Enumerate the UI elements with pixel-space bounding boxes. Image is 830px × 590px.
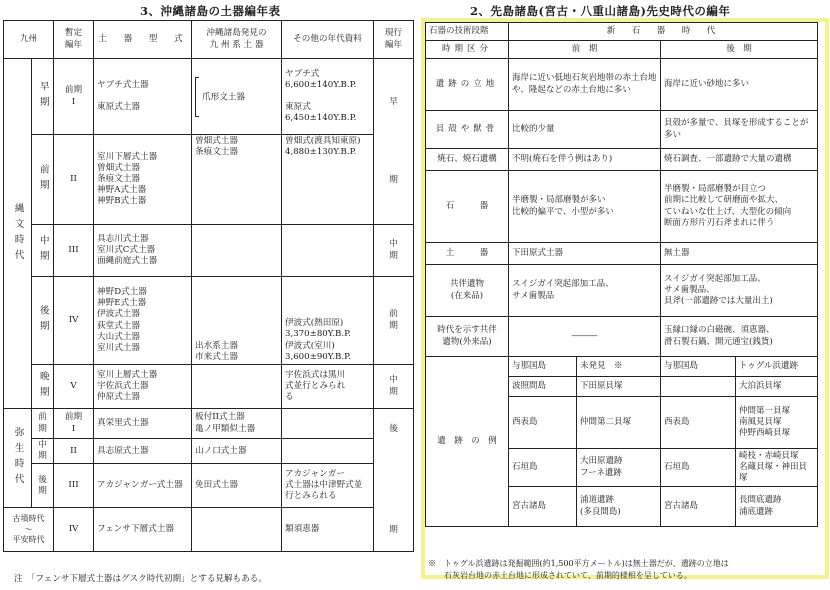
site-cell: 大泊浜貝塚 bbox=[736, 377, 818, 397]
site-cell: 未発見 ※ bbox=[577, 357, 661, 377]
zantei-cell: IV bbox=[54, 508, 94, 552]
okinawa-cell bbox=[192, 508, 282, 552]
zantei-cell: IV bbox=[54, 277, 94, 365]
col-zenki: 前 期 bbox=[509, 41, 661, 59]
brace-mark bbox=[195, 77, 199, 117]
zenki-cell: ――― bbox=[509, 317, 661, 357]
genko-text: 期 bbox=[389, 175, 398, 186]
okinawa-chronology-table bbox=[3, 20, 414, 552]
okinawa-cell bbox=[192, 225, 282, 277]
other-cell: 曽畑式(渡具知東原) 4,880±130Y.B.P. bbox=[282, 135, 374, 225]
doki-cell: ヤブチ式土器 東原式土器 bbox=[94, 59, 192, 135]
okinawa-cell bbox=[192, 365, 282, 409]
koki-cell: 無土器 bbox=[661, 243, 818, 265]
zantei-cell: II bbox=[54, 439, 94, 464]
koki-cell: 玉縁口縁の白磁碗、須恵器、 滑石製石鍋、開元通宝(銭貨) bbox=[661, 317, 818, 357]
other-cell: ヤブチ式 6,600±140Y.B.P. 東原式 6,450±140Y.B.P. bbox=[282, 59, 374, 135]
island-cell: 宮古諸島 bbox=[661, 487, 736, 527]
doki-cell: 室川上層式土器 宇佐浜式土器 仲原式土器 bbox=[94, 365, 192, 409]
zantei-cell: V bbox=[54, 365, 94, 409]
other-cell: 宇佐浜式は黒川 式並行とみられ る bbox=[282, 365, 374, 409]
island-cell bbox=[661, 377, 736, 397]
okinawa-cell: 免田式土器 bbox=[192, 464, 282, 508]
site-cell: トゥグル浜遺跡 bbox=[736, 357, 818, 377]
doki-cell: 真栄里式土器 bbox=[94, 409, 192, 439]
row-label: 共伴遺物 (在来品) bbox=[426, 265, 509, 317]
site-cell: 崎枝・赤崎貝塚 名蔵貝塚・神田貝塚 bbox=[736, 449, 818, 487]
col-doki: 土 器 型 式 bbox=[94, 21, 192, 59]
doki-cell: 神野D式土器 神野E式土器 伊波式土器 荻堂式土器 大山式土器 室川式土器 bbox=[94, 277, 192, 365]
row-label: 時代を示す共伴 遺物(外来品) bbox=[426, 317, 509, 357]
koki-cell: 半磨製・局部磨製が目立つ 前期に比較して研磨面や拡大、 ていねいな仕上げ、大型化の傾向 断面方形片刃石斧まれに伴う bbox=[661, 171, 818, 243]
era-jomon: 縄文時代 bbox=[4, 59, 32, 409]
koki-cell: 貝殻が多量で、貝塚を形成することが多い bbox=[661, 111, 818, 149]
col-koki: 後 期 bbox=[661, 41, 818, 59]
other-cell bbox=[282, 439, 374, 464]
zenki-cell: 半磨製・局部磨製が多い 比較的偏平で、小型が多い bbox=[509, 171, 661, 243]
row-label: 焼石、焼石遺構 bbox=[426, 149, 509, 171]
island-cell: 石垣島 bbox=[661, 449, 736, 487]
doki-cell: 具志原式土器 bbox=[94, 439, 192, 464]
genko-cell bbox=[374, 409, 414, 552]
zenki-cell: スイジガイ突起部加工品、 サメ歯製品 bbox=[509, 265, 661, 317]
period-label: 前期 bbox=[32, 409, 54, 439]
island-cell: 西表島 bbox=[661, 397, 736, 449]
okinawa-cell: 出水系土器 市来式土器 bbox=[192, 277, 282, 365]
okinawa-cell bbox=[192, 59, 282, 135]
island-cell: 波照間島 bbox=[509, 377, 577, 397]
genko-cell bbox=[374, 59, 414, 225]
zantei-cell: III bbox=[54, 464, 94, 508]
genko-text: 早 bbox=[389, 96, 398, 107]
row-label: 貝殻や獣骨 bbox=[426, 111, 509, 149]
zenki-cell: 比較的少量 bbox=[509, 111, 661, 149]
okinawa-text: 爪形文土器 bbox=[202, 92, 245, 102]
period-label: 晩期 bbox=[32, 365, 54, 409]
koki-cell: スイジガイ突起部加工品、 サメ歯製品、 貝斧(一部遺跡では大量出土) bbox=[661, 265, 818, 317]
doki-cell: 室川下層式土器 曽畑式土器 条痕文土器 神野A式土器 神野B式土器 bbox=[94, 135, 192, 225]
zantei-cell: III bbox=[54, 225, 94, 277]
zantei-cell: II bbox=[54, 135, 94, 225]
era-yayoi: 弥生時代 bbox=[4, 409, 32, 508]
other-cell: 伊波式(熱田原) 3,370±80Y.B.P. 伊波式(室川) 3,600±90Y.B.P. bbox=[282, 277, 374, 365]
island-cell: 西表島 bbox=[509, 397, 577, 449]
row-label: 石器の技術段階 bbox=[426, 23, 509, 41]
right-title: 2、先島諸島(宮古・八重山諸島)先史時代の編年 bbox=[470, 4, 731, 18]
right-note: ※ トゥグル浜遺跡は発掘範囲(約1,500平方メートル)は無土器だが、遺跡の立地は 石灰岩台地の赤土台地に形成されていて、前期的様相を呈している。 bbox=[428, 559, 729, 580]
left-note: 注 「フェンサ下層式土器はグスク時代初期」とする見解もある。 bbox=[14, 574, 267, 584]
island-cell: 宮古諸島 bbox=[509, 487, 577, 527]
row-label: 時期区分 bbox=[426, 41, 509, 59]
row-label: 遺跡の立地 bbox=[426, 59, 509, 111]
col-okinawa: 沖縄諸島発見の 九 州 系 土 器 bbox=[192, 21, 282, 59]
row-label: 土 器 bbox=[426, 243, 509, 265]
genko-cell: 中 期 bbox=[374, 365, 414, 409]
other-cell: アカジャンガー 式土器は中津野式並 行とみられる bbox=[282, 464, 374, 508]
site-cell: 浦道遺跡 (多良間島) bbox=[577, 487, 661, 527]
genko-text: 後 bbox=[389, 424, 398, 435]
site-cell: 仲間第二貝塚 bbox=[577, 397, 661, 449]
doki-cell: アカジャンガー式土器 bbox=[94, 464, 192, 508]
koki-cell: 焼石調査、一部遺跡で大量の遺構 bbox=[661, 149, 818, 171]
other-cell: 類須恵器 bbox=[282, 508, 374, 552]
genko-cell: 前 期 bbox=[374, 277, 414, 365]
sakishima-chronology-table bbox=[425, 22, 818, 527]
period-label: 後期 bbox=[32, 464, 54, 508]
period-label: 早期 bbox=[32, 59, 54, 135]
iseki-label: 遺 跡 の 例 bbox=[426, 357, 509, 527]
period-label: 中期 bbox=[32, 439, 54, 464]
zenki-cell: 海岸に近い低地石灰岩地帯の赤土台地や、隆起などの赤土台地に多い bbox=[509, 59, 661, 111]
zantei-cell: 前期 I bbox=[54, 59, 94, 135]
island-cell: 与那国島 bbox=[509, 357, 577, 377]
doki-cell: 具志川式土器 室川式C式土器 面縄前庭式土器 bbox=[94, 225, 192, 277]
okinawa-cell: 山ノ口式土器 bbox=[192, 439, 282, 464]
genko-text: 期 bbox=[389, 524, 398, 535]
okinawa-cell: 曽畑式土器 条痕文土器 bbox=[192, 135, 282, 225]
site-cell: 大田原遺跡 フーネ遺跡 bbox=[577, 449, 661, 487]
island-cell: 与那国島 bbox=[661, 357, 736, 377]
okinawa-cell: 板付II式土器 亀ノ甲類似土器 bbox=[192, 409, 282, 439]
col-other: その他の年代資料 bbox=[282, 21, 374, 59]
col-zantei: 暫定 編年 bbox=[54, 21, 94, 59]
koki-cell: 海岸に近い砂地に多い bbox=[661, 59, 818, 111]
period-label: 前期 bbox=[32, 135, 54, 225]
genko-cell: 中 期 bbox=[374, 225, 414, 277]
period-label: 中期 bbox=[32, 225, 54, 277]
row-label: 石 器 bbox=[426, 171, 509, 243]
col-kyushu: 九州 bbox=[4, 21, 54, 59]
period-label: 後期 bbox=[32, 277, 54, 365]
other-cell bbox=[282, 225, 374, 277]
left-title: 3、沖縄諸島の土器編年表 bbox=[140, 4, 281, 18]
era-kofun: 古墳時代 〜 平安時代 bbox=[4, 508, 54, 552]
zenki-cell: 下田原式土器 bbox=[509, 243, 661, 265]
site-cell: 仲間第一貝塚 南風見貝塚 仲野西崎貝塚 bbox=[736, 397, 818, 449]
zantei-cell: 前期 I bbox=[54, 409, 94, 439]
col-genko: 現行 編年 bbox=[374, 21, 414, 59]
era-value: 新 石 器 時 代 bbox=[509, 23, 818, 41]
site-cell: 長間底遺跡 浦底遺跡 bbox=[736, 487, 818, 527]
doki-cell: フェンサ下層式土器 bbox=[94, 508, 192, 552]
site-cell: 下田原貝塚 bbox=[577, 377, 661, 397]
zenki-cell: 不明(焼石を伴う例はあり) bbox=[509, 149, 661, 171]
island-cell: 石垣島 bbox=[509, 449, 577, 487]
other-cell bbox=[282, 409, 374, 439]
